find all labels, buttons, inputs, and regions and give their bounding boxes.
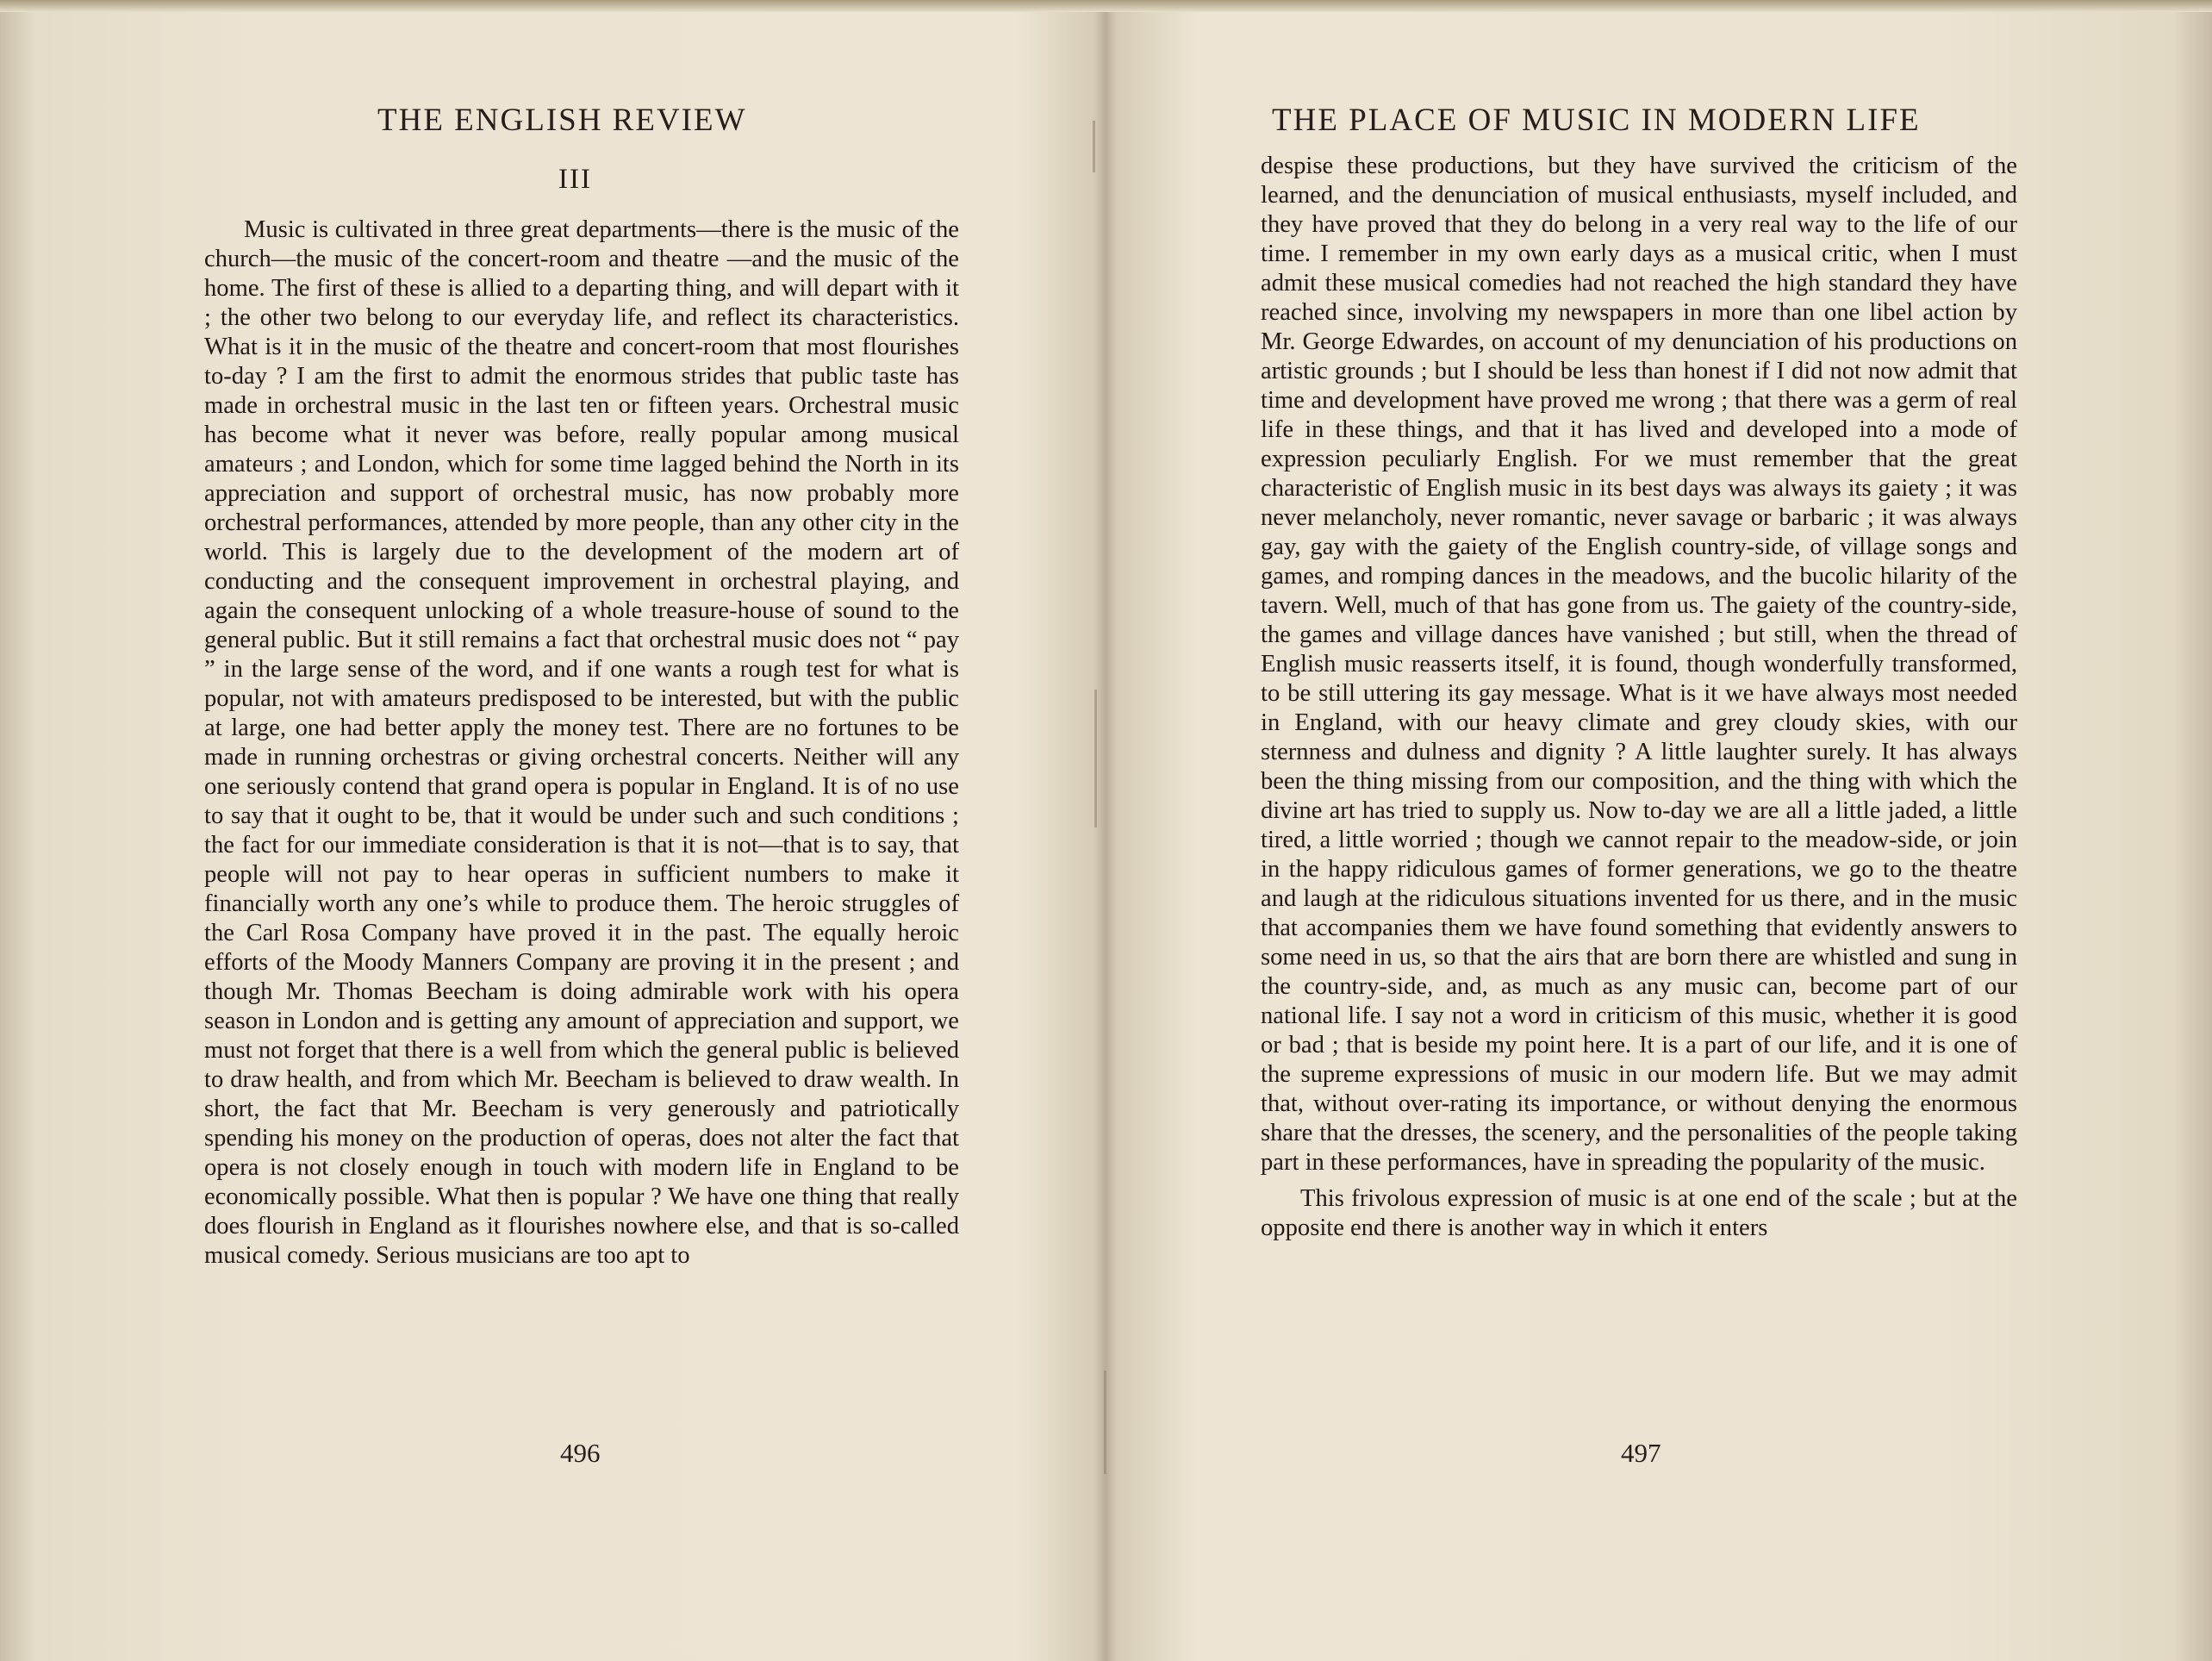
paragraph: Music is cultivated in three great departments—there is the music of the church—the music of the concert-room and theatre —and the music of the home. The first of these is allied to a departing thing, and will depart with it ; the other two belong to our everyday life, and reflect its characteristics. What is it in the music of the theatre and concert-room that most flourishes to-day ? I am the first to admit the enormous strides that public taste has made in orchestral music in the last ten or fifteen years. Orchestral music has become what it never was before, really popular among musical amateurs ; and London, which for some time lagged behind the North in its appreciation and support of orchestral music, has now probably more orchestral performances, attended by more people, than any other city in the world. This is largely due to the development of the modern art of conducting and the consequent improvement in orchestral playing, and again the consequent unlocking of a whole treasure-house of sound to the general public. But it still remains a fact that orchestral music does not “ pay ” in the large sense of the word, and if one wants a rough test for what is popular, not with amateurs predisposed to be interested, but with the public at large, one had better apply the money test. There are no fortunes to be made in running orchestras or giving orchestral concerts. Neither will any one seriously contend that grand opera is popular in England. It is of no use to say that it ought to be, that it would be under such and such conditions ; the fact for our immediate consideration is that it is not—that is to say, that people will not pay to hear operas in sufficient numbers to make it financially worth any one’s while to produce them. The heroic struggles of the Carl Rosa Company have proved it in the past. The equally heroic efforts of the Moody Manners Company are proving it in the present ; and though Mr. Thomas Beecham is doing admirable work with his opera season in London and is getting any amount of appreciation and support, we must not forget that there is a well from which the general public is believed to draw health, and from which Mr. Beecham is believed to draw wealth. In short, the fact that Mr. Beecham is very generously and patriotically spending his money on the production of operas, does not alter the fact that opera is not closely enough in touch with modern life in England to be economically possible. What then is popular ? We have one thing that really does flourish in England as it flourishes nowhere else, and that is so-called musical comedy. Serious musicians are too apt to: [204, 216, 959, 1269]
gutter-shadow: [1093, 121, 1095, 172]
running-head: THE ENGLISH REVIEW: [377, 103, 747, 138]
right-page: [1106, 0, 2212, 1661]
body-text: [1261, 152, 2017, 1243]
paragraph: This frivolous expression of music is at one end of the scale ; but at the opposite end there is another way in which it enters: [1261, 1185, 2017, 1241]
gutter-shadow: [1104, 1371, 1106, 1474]
running-head: THE PLACE OF MUSIC IN MODERN LIFE: [1272, 103, 1921, 138]
page-number: 497: [1621, 1438, 1661, 1468]
section-number: III: [558, 164, 592, 195]
page-number: 496: [560, 1438, 601, 1468]
gutter-shadow: [1094, 690, 1097, 827]
paragraph: despise these productions, but they have survived the criticism of the learned, and the denunciation of musical enthusiasts, myself included, and they have proved that they do belong in a very real way to the life of our time. I remember in my own early days as a musical critic, when I must admit these musical comedies had not reached the high standard they have reached since, involving my newspapers in more than one libel action by Mr. George Edwardes, on account of my denunciation of his productions on artistic grounds ; but I should be less than honest if I did not now admit that time and development have proved me wrong ; that there was a germ of real life in these things, and that it has lived and developed into a mode of expression peculiarly English. For we must remember that the great characteristic of English music in its best days was always its gaiety ; it was never melancholy, never romantic, never savage or barbaric ; it was always gay, gay with the gaiety of the English country-side, of village songs and games, and romping dances in the meadows, and the bucolic hilarity of the tavern. Well, much of that has gone from us. The gaiety of the country-side, the games and village dances have vanished ; but still, when the thread of English music reasserts itself, it is found, though wonderfully transformed, to be still uttering its gay message. What is it we have always most needed in England, with our heavy climate and grey cloudy skies, with our sternness and dulness and dignity ? A little laughter surely. It has always been the thing missing from our composition, and the thing with which the divine art has tried to supply us. Now to-day we are all a little jaded, a little tired, a little worried ; though we cannot repair to the meadow-side, or join in the happy ridiculous games of former generations, we go to the theatre and laugh at the ridiculous situations invented for us there, and in the music that accompanies them we have found something that evidently answers to some need in us, so that the airs that are born there are whistled and sung in the country-side, and, as much as any music can, become part of our national life. I say not a word in criticism of this music, whether it is good or bad ; that is beside my point here. It is a part of our life, and it is one of the supreme expressions of music in our modern life. But we may admit that, without over-rating its importance, or without denying the enormous share that the dresses, the scenery, and the personalities of the people taking part in these performances, have in spreading the popularity of the music.: [1261, 153, 2017, 1176]
body-text: [204, 215, 959, 1271]
